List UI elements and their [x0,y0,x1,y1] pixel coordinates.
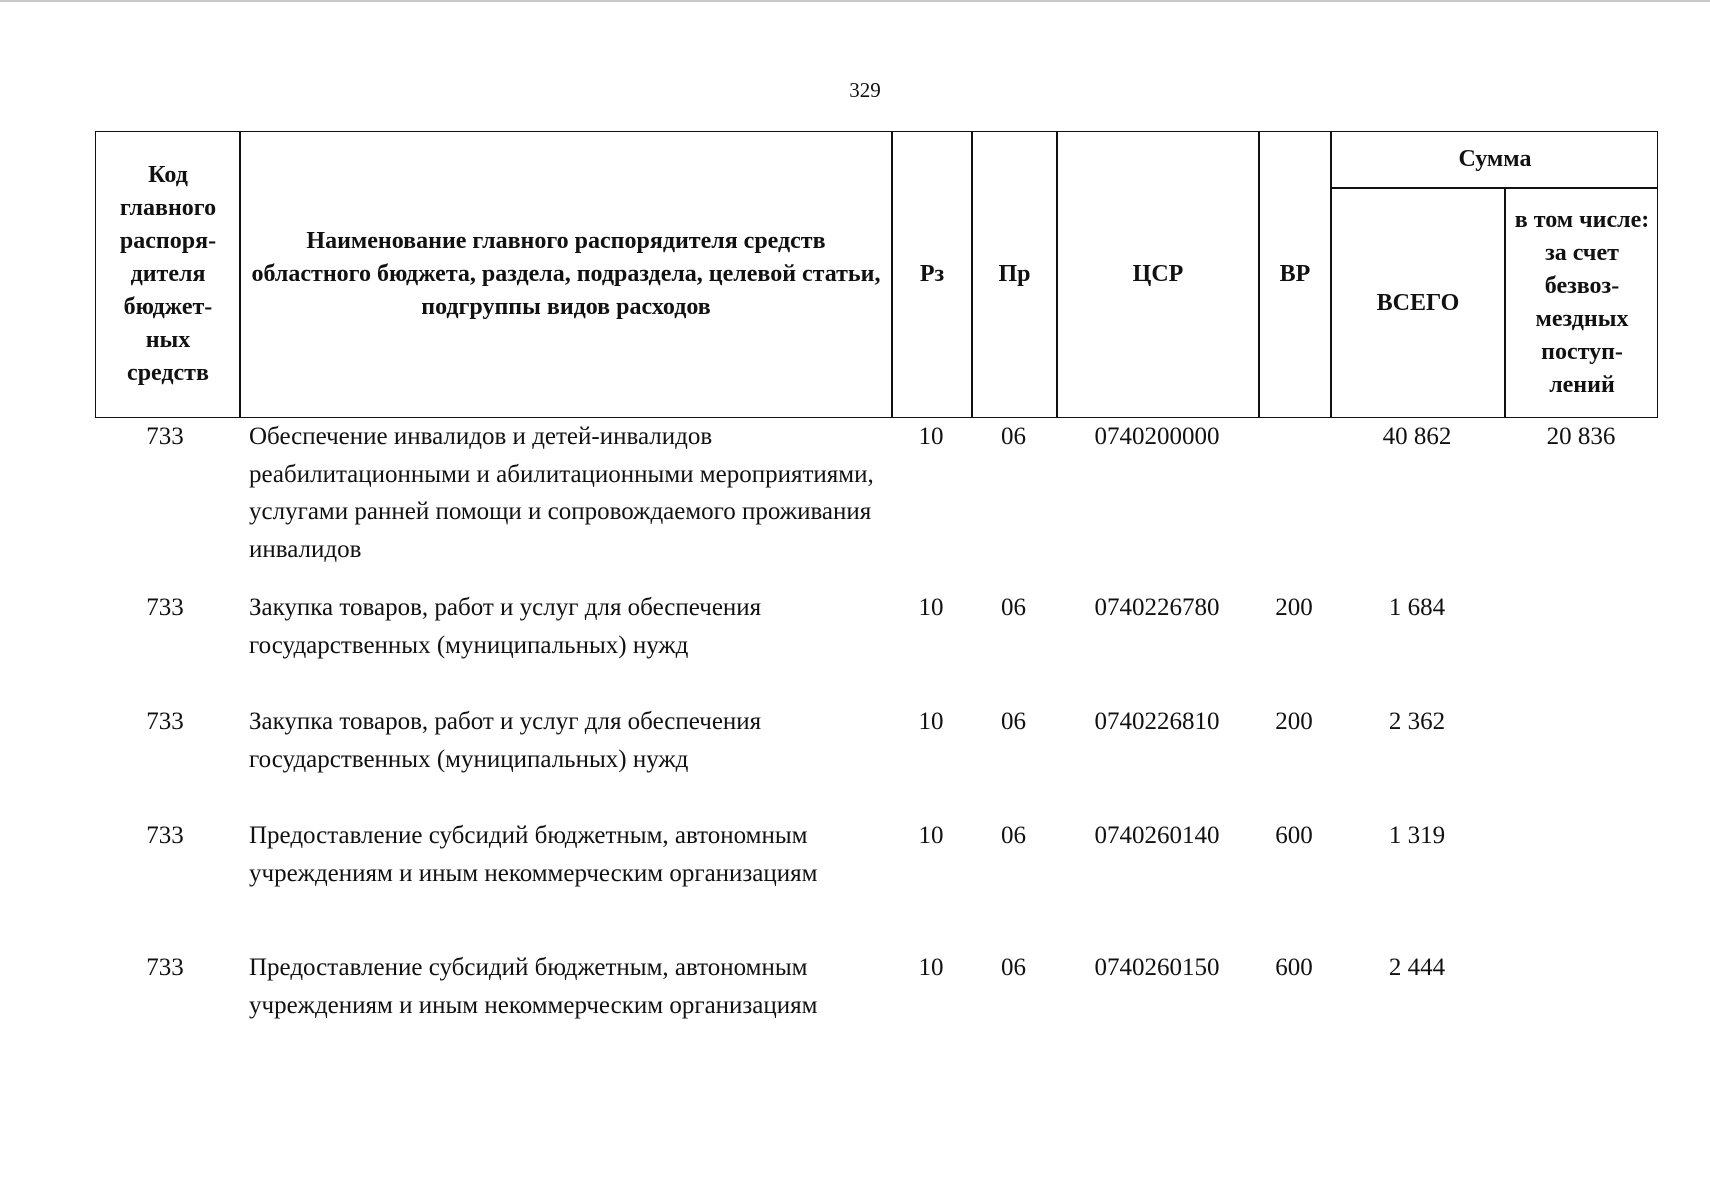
row-rz: 10 [918,954,944,981]
row-total: 2 444 [1388,954,1446,981]
row-vr: 600 [1275,954,1313,981]
page-number: 329 [849,78,881,102]
row-name: Предоставление субсидий бюджетным, автономным учреждениям и иным некоммерческим организациям [249,954,818,1019]
row-total: 1 319 [1388,822,1446,849]
row-csr: 0740200000 [1094,423,1220,450]
row-code: 733 [146,594,184,621]
row-name: Обеспечение инвалидов и детей-инвалидов реабилитационными и абилитационными мероприятиями, услугами ранней помощи и сопровождаемого проживания инвалидов [249,423,874,563]
header-pr: Пр [998,261,1031,287]
row-pr: 06 [1001,708,1026,735]
row-free: 20 836 [1546,423,1616,450]
header-csr: ЦСР [1132,261,1184,287]
row-code: 733 [146,822,184,849]
header-vr: ВР [1279,261,1311,287]
row-csr: 0740260140 [1094,822,1220,849]
row-code: 733 [146,708,184,735]
row-code: 733 [146,423,184,450]
row-vr: 200 [1275,594,1313,621]
header-code: Код главного распоря-дителя бюджет-ных средств [119,162,217,386]
row-pr: 06 [1001,954,1026,981]
row-pr: 06 [1001,822,1026,849]
row-csr: 0740226780 [1094,594,1220,621]
table-header [95,131,1658,418]
row-rz: 10 [918,822,944,849]
row-rz: 10 [918,423,944,450]
row-vr: 200 [1275,708,1313,735]
row-name: Предоставление субсидий бюджетным, автономным учреждениям и иным некоммерческим организациям [249,822,818,887]
row-total: 40 862 [1382,423,1452,450]
header-free: в том числе: за счет безвоз-мездных поступ-лений [1514,207,1650,398]
row-pr: 06 [1001,423,1026,450]
row-csr: 0740226810 [1094,708,1220,735]
row-total: 2 362 [1388,708,1446,735]
row-vr: 600 [1275,822,1313,849]
row-pr: 06 [1001,594,1026,621]
header-name: Наименование главного распорядителя средств областного бюджета, раздела, подраздела, целевой статьи, подгруппы видов расходов [251,228,881,320]
row-rz: 10 [918,594,944,621]
row-csr: 0740260150 [1094,954,1220,981]
page-top-edge [0,0,1710,2]
row-code: 733 [146,954,184,981]
row-name: Закупка товаров, работ и услуг для обеспечения государственных (муниципальных) нужд [249,594,762,659]
row-name: Закупка товаров, работ и услуг для обеспечения государственных (муниципальных) нужд [249,708,762,773]
row-rz: 10 [918,708,944,735]
row-total: 1 684 [1388,594,1446,621]
header-rz: Рз [919,261,945,287]
header-total: ВСЕГО [1376,289,1460,316]
header-sum: Сумма [1458,146,1532,172]
